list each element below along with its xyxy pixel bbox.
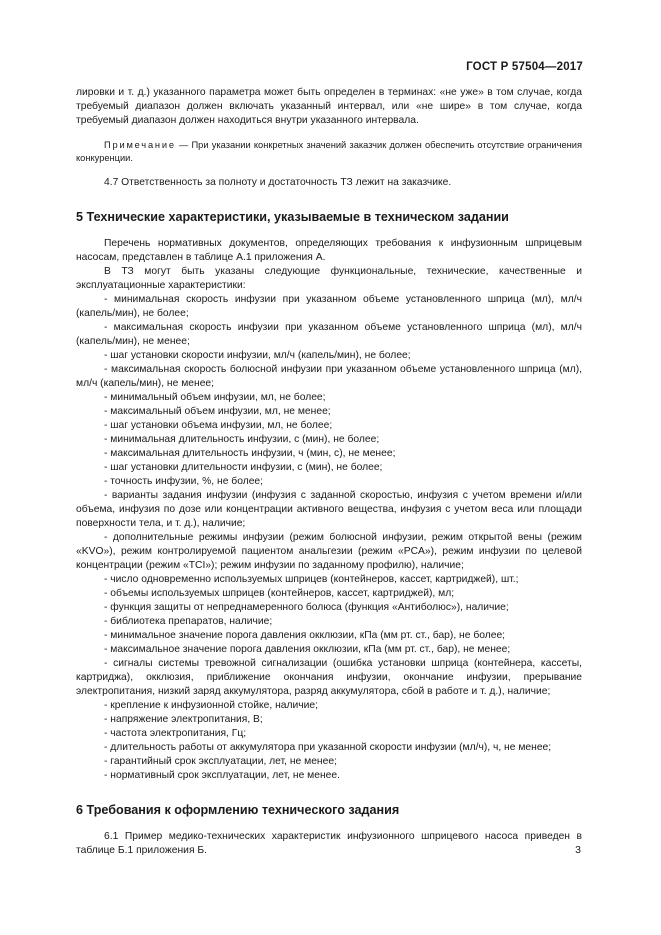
list-item: - максимальный объем инфузии, мл, не менее;	[104, 406, 331, 417]
clause-4-7: 4.7 Ответственность за полноту и достаточность ТЗ лежит на заказчике.	[104, 177, 452, 188]
list-item: - дополнительные режимы инфузии (режим болюсной инфузии, режим открытой вены (режим «KVO»), режим контролируемой пациентом анальгезии (режим «PCA»), режим инфузии по целевой концентрации (режим «TCI»); режим инфузии по заданному профилю), наличие;	[76, 532, 582, 571]
list-item: - сигналы системы тревожной сигнализации (ошибка установки шприца (контейнера, кассеты, картриджа), окклюзия, приближение окончания инфузии, окончание инфузии, прерывание электропитания, низкий заряд аккумулятора, разряд аккумулятора, сбой в работе и т. д.), наличие;	[76, 658, 582, 697]
list-item: - максимальная скорость инфузии при указанном объеме установленного шприца (мл), мл/ч (капель/мин), не менее;	[76, 322, 582, 347]
page-number: 3	[575, 844, 581, 856]
section-6-heading: 6 Требования к оформлению технического задания	[76, 803, 400, 817]
list-item: - варианты задания инфузии (инфузия с заданной скоростью, инфузия с учетом времени и/или объема, инфузия по дозе или концентрации активного вещества, инфузия с учетом веса или площади поверхности тела, и т. д.), наличие;	[76, 490, 582, 529]
list-item: - крепление к инфузионной стойке, наличие;	[104, 700, 318, 711]
list-item: - максимальная скорость болюсной инфузии при указанном объеме установленного шприца (мл), мл/ч (капель/мин), не менее;	[76, 364, 582, 389]
note	[76, 139, 582, 164]
list-item: - шаг установки объема инфузии, мл, не более;	[104, 420, 333, 431]
note-text: — При указании конкретных значений заказчик должен обеспечить отсутствие ограничения конкуренции.	[76, 140, 582, 163]
list-item: - шаг установки скорости инфузии, мл/ч (капель/мин), не более;	[104, 350, 411, 361]
characteristics-list	[76, 293, 582, 783]
list-item: - минимальное значение порога давления окклюзии, кПа (мм рт. ст., бар), не более;	[104, 630, 506, 641]
list-item: - минимальная скорость инфузии при указанном объеме установленного шприца (мл), мл/ч (капель/мин), не более;	[76, 294, 582, 319]
list-item: - объемы используемых шприцев (контейнеров, кассет, картриджей), мл;	[104, 588, 455, 599]
list-item: - точность инфузии, %, не более;	[104, 476, 264, 487]
section-5-heading: 5 Технические характеристики, указываемые в техническом задании	[76, 210, 509, 224]
list-item: - нормативный срок эксплуатации, лет, не менее.	[104, 770, 340, 781]
list-item: - максимальная длительность инфузии, ч (мин, с), не менее;	[104, 448, 396, 459]
list-item: - максимальное значение порога давления окклюзии, кПа (мм рт. ст., бар), не менее;	[104, 644, 511, 655]
section-5-para-1: Перечень нормативных документов, определяющих требования к инфузионным шприцевым насосам, представлен в таблице А.1 приложения А.	[76, 238, 582, 263]
list-item: - минимальная длительность инфузии, с (мин), не более;	[104, 434, 380, 445]
list-item: - шаг установки длительности инфузии, с (мин), не более;	[104, 462, 383, 473]
page-body	[76, 86, 582, 858]
list-item: - число одновременно используемых шприцев (контейнеров, кассет, картриджей), шт.;	[104, 574, 519, 585]
list-item: - длительность работы от аккумулятора при указанной скорости инфузии (мл/ч), ч, не менее;	[104, 742, 552, 753]
list-item: - гарантийный срок эксплуатации, лет, не менее;	[104, 756, 337, 767]
list-item: - минимальный объем инфузии, мл, не более;	[104, 392, 326, 403]
list-item: - частота электропитания, Гц;	[104, 728, 247, 739]
list-item: - функция защиты от непреднамеренного болюса (функция «Антиболюс»), наличие;	[104, 602, 509, 613]
intro-paragraph: лировки и т. д.) указанного параметра может быть определен в терминах: «не уже» в том случае, когда требуемый диапазон должен включать указанный интервал, или «не шире» в том случае, когда требуемый диапазон должен находиться внутри указанного интервала.	[76, 87, 582, 126]
list-item: - библиотека препаратов, наличие;	[104, 616, 273, 627]
standard-code: ГОСТ Р 57504—2017	[466, 61, 583, 73]
note-label: Примечание	[104, 140, 176, 150]
section-5-para-2: В ТЗ могут быть указаны следующие функциональные, технические, качественные и эксплуатационные характеристики:	[76, 266, 582, 291]
section-6-para: 6.1 Пример медико-технических характеристик инфузионного шприцевого насоса приведен в таблице Б.1 приложения Б.	[76, 831, 582, 856]
list-item: - напряжение электропитания, В;	[104, 714, 263, 725]
